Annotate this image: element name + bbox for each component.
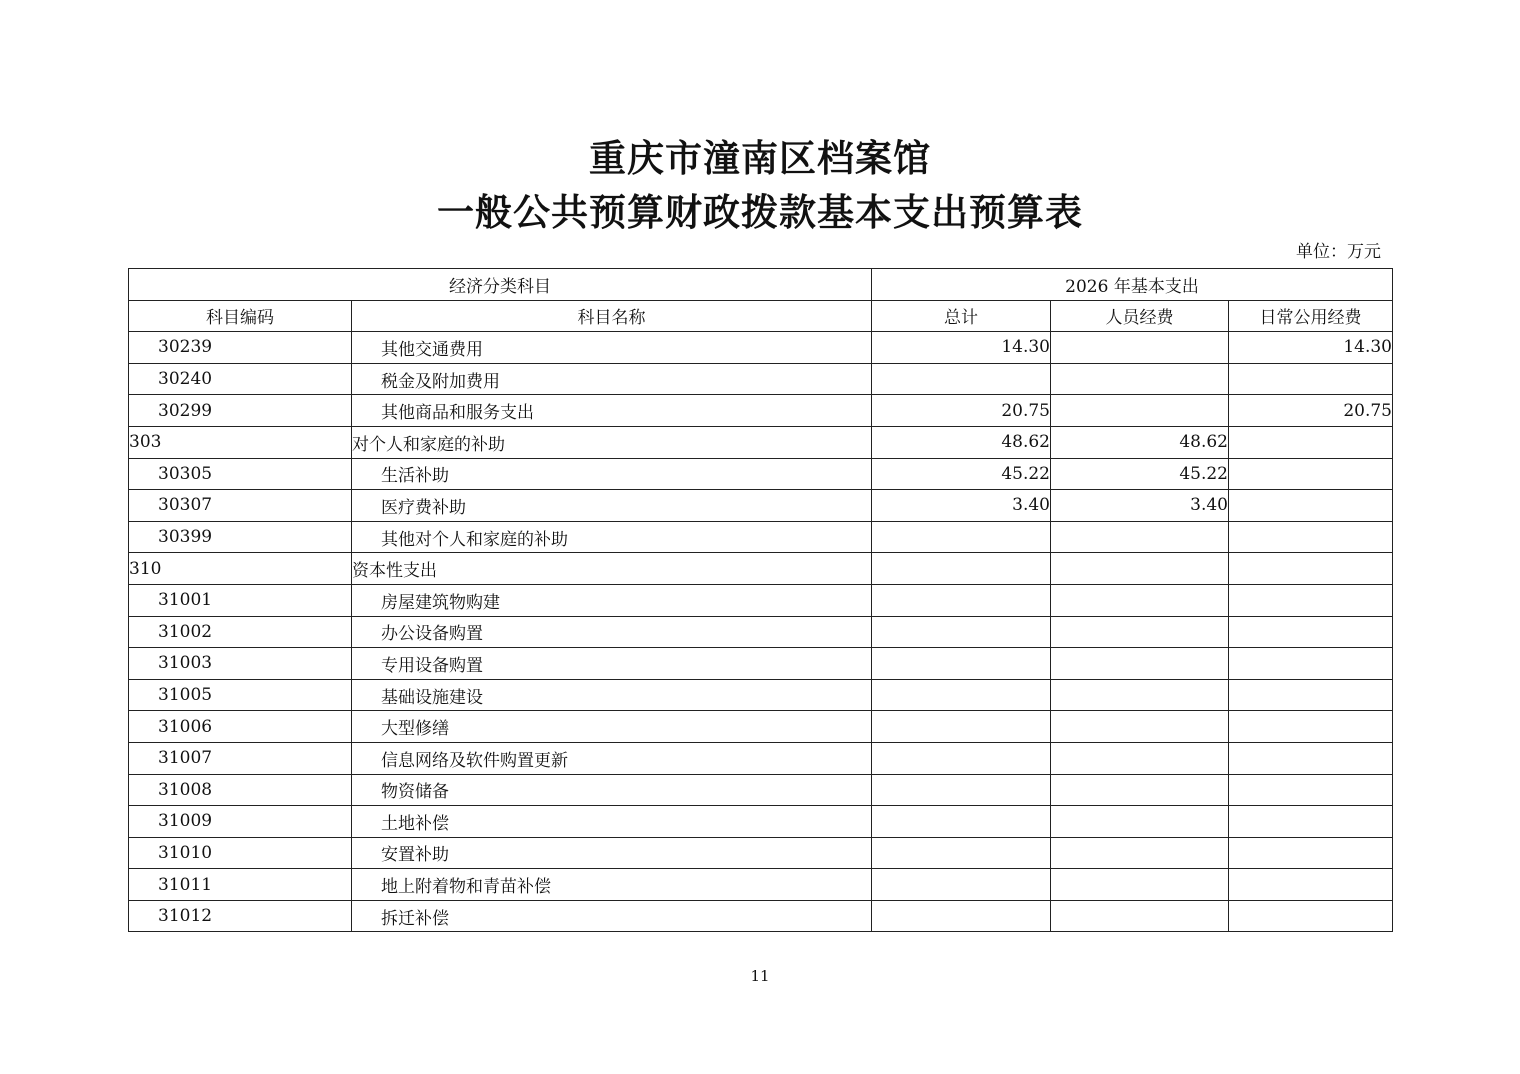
page-number: 11 — [750, 967, 770, 985]
cell-name: 物资储备 — [352, 774, 872, 806]
cell-total — [872, 616, 1051, 648]
table-row — [129, 869, 1393, 901]
cell-name: 地上附着物和青苗补偿 — [352, 869, 872, 901]
cell-public: 14.30 — [1229, 332, 1393, 364]
cell-code: 31012 — [129, 900, 352, 932]
cell-name: 其他商品和服务支出 — [352, 395, 872, 427]
cell-public — [1229, 458, 1393, 490]
cell-total: 48.62 — [872, 426, 1051, 458]
table-row — [129, 363, 1393, 395]
cell-name: 安置补助 — [352, 837, 872, 869]
cell-code: 31005 — [129, 679, 352, 711]
cell-code: 303 — [129, 426, 352, 458]
table-row — [129, 490, 1393, 522]
cell-personnel — [1051, 806, 1229, 838]
cell-total — [872, 363, 1051, 395]
cell-total: 45.22 — [872, 458, 1051, 490]
cell-code: 31009 — [129, 806, 352, 838]
cell-public — [1229, 521, 1393, 553]
cell-public — [1229, 837, 1393, 869]
unit-label: 单位：万元 — [1296, 242, 1381, 262]
cell-personnel: 45.22 — [1051, 458, 1229, 490]
cell-public — [1229, 584, 1393, 616]
cell-code: 31006 — [129, 711, 352, 743]
cell-personnel: 48.62 — [1051, 426, 1229, 458]
cell-name: 其他对个人和家庭的补助 — [352, 521, 872, 553]
cell-total — [872, 521, 1051, 553]
cell-total — [872, 837, 1051, 869]
table-body — [129, 332, 1393, 932]
cell-total — [872, 679, 1051, 711]
header-personnel: 人员经费 — [1051, 300, 1229, 332]
cell-code: 310 — [129, 553, 352, 585]
cell-public — [1229, 869, 1393, 901]
group-header-row — [129, 269, 1393, 301]
cell-total — [872, 584, 1051, 616]
cell-code: 30239 — [129, 332, 352, 364]
cell-name: 大型修缮 — [352, 711, 872, 743]
cell-personnel — [1051, 332, 1229, 364]
cell-code: 31002 — [129, 616, 352, 648]
cell-code: 30240 — [129, 363, 352, 395]
cell-total — [872, 806, 1051, 838]
cell-name: 办公设备购置 — [352, 616, 872, 648]
cell-total: 14.30 — [872, 332, 1051, 364]
cell-personnel — [1051, 363, 1229, 395]
table-row — [129, 616, 1393, 648]
table-row — [129, 458, 1393, 490]
cell-personnel — [1051, 900, 1229, 932]
header-public: 日常公用经费 — [1229, 300, 1393, 332]
cell-personnel: 3.40 — [1051, 490, 1229, 522]
cell-public — [1229, 490, 1393, 522]
cell-public — [1229, 711, 1393, 743]
cell-public — [1229, 553, 1393, 585]
cell-name: 医疗费补助 — [352, 490, 872, 522]
table-row — [129, 742, 1393, 774]
table-row — [129, 426, 1393, 458]
header-economic-classification: 经济分类科目 — [129, 269, 872, 301]
cell-code: 30299 — [129, 395, 352, 427]
table-row — [129, 395, 1393, 427]
cell-personnel — [1051, 553, 1229, 585]
cell-personnel — [1051, 774, 1229, 806]
cell-public — [1229, 616, 1393, 648]
cell-name: 生活补助 — [352, 458, 872, 490]
table-row — [129, 521, 1393, 553]
cell-name: 其他交通费用 — [352, 332, 872, 364]
table-row — [129, 806, 1393, 838]
header-basic-expenditure: 2026 年基本支出 — [872, 269, 1393, 301]
table-row — [129, 679, 1393, 711]
column-header-row — [129, 300, 1393, 332]
cell-personnel — [1051, 616, 1229, 648]
cell-name: 基础设施建设 — [352, 679, 872, 711]
cell-total — [872, 711, 1051, 743]
table-row — [129, 837, 1393, 869]
cell-personnel — [1051, 521, 1229, 553]
cell-name: 拆迁补偿 — [352, 900, 872, 932]
cell-personnel — [1051, 395, 1229, 427]
cell-code: 30305 — [129, 458, 352, 490]
cell-public: 20.75 — [1229, 395, 1393, 427]
header-code: 科目编码 — [129, 300, 352, 332]
cell-total: 3.40 — [872, 490, 1051, 522]
cell-public — [1229, 363, 1393, 395]
cell-public — [1229, 742, 1393, 774]
cell-code: 31007 — [129, 742, 352, 774]
cell-personnel — [1051, 711, 1229, 743]
cell-name: 土地补偿 — [352, 806, 872, 838]
document-title-line1: 重庆市潼南区档案馆 — [589, 136, 931, 180]
cell-personnel — [1051, 837, 1229, 869]
cell-name: 信息网络及软件购置更新 — [352, 742, 872, 774]
cell-code: 31001 — [129, 584, 352, 616]
cell-total — [872, 742, 1051, 774]
cell-public — [1229, 900, 1393, 932]
cell-total — [872, 900, 1051, 932]
header-name: 科目名称 — [352, 300, 872, 332]
cell-code: 31011 — [129, 869, 352, 901]
cell-total: 20.75 — [872, 395, 1051, 427]
document-title-line2: 一般公共预算财政拨款基本支出预算表 — [437, 190, 1083, 234]
cell-name: 房屋建筑物购建 — [352, 584, 872, 616]
cell-public — [1229, 648, 1393, 680]
cell-personnel — [1051, 679, 1229, 711]
table-row — [129, 584, 1393, 616]
table-row — [129, 711, 1393, 743]
cell-name: 税金及附加费用 — [352, 363, 872, 395]
table-row — [129, 553, 1393, 585]
cell-public — [1229, 806, 1393, 838]
cell-code: 31008 — [129, 774, 352, 806]
cell-total — [872, 869, 1051, 901]
cell-name: 对个人和家庭的补助 — [352, 426, 872, 458]
cell-total — [872, 553, 1051, 585]
cell-personnel — [1051, 648, 1229, 680]
cell-code: 30307 — [129, 490, 352, 522]
cell-personnel — [1051, 869, 1229, 901]
table-row — [129, 648, 1393, 680]
cell-code: 31003 — [129, 648, 352, 680]
cell-personnel — [1051, 584, 1229, 616]
cell-name: 资本性支出 — [352, 553, 872, 585]
table-row — [129, 774, 1393, 806]
table-row — [129, 900, 1393, 932]
cell-total — [872, 648, 1051, 680]
cell-public — [1229, 426, 1393, 458]
header-total: 总计 — [872, 300, 1051, 332]
cell-code: 31010 — [129, 837, 352, 869]
cell-total — [872, 774, 1051, 806]
budget-table — [128, 268, 1393, 932]
cell-name: 专用设备购置 — [352, 648, 872, 680]
cell-public — [1229, 774, 1393, 806]
cell-public — [1229, 679, 1393, 711]
cell-code: 30399 — [129, 521, 352, 553]
table-row — [129, 332, 1393, 364]
cell-personnel — [1051, 742, 1229, 774]
